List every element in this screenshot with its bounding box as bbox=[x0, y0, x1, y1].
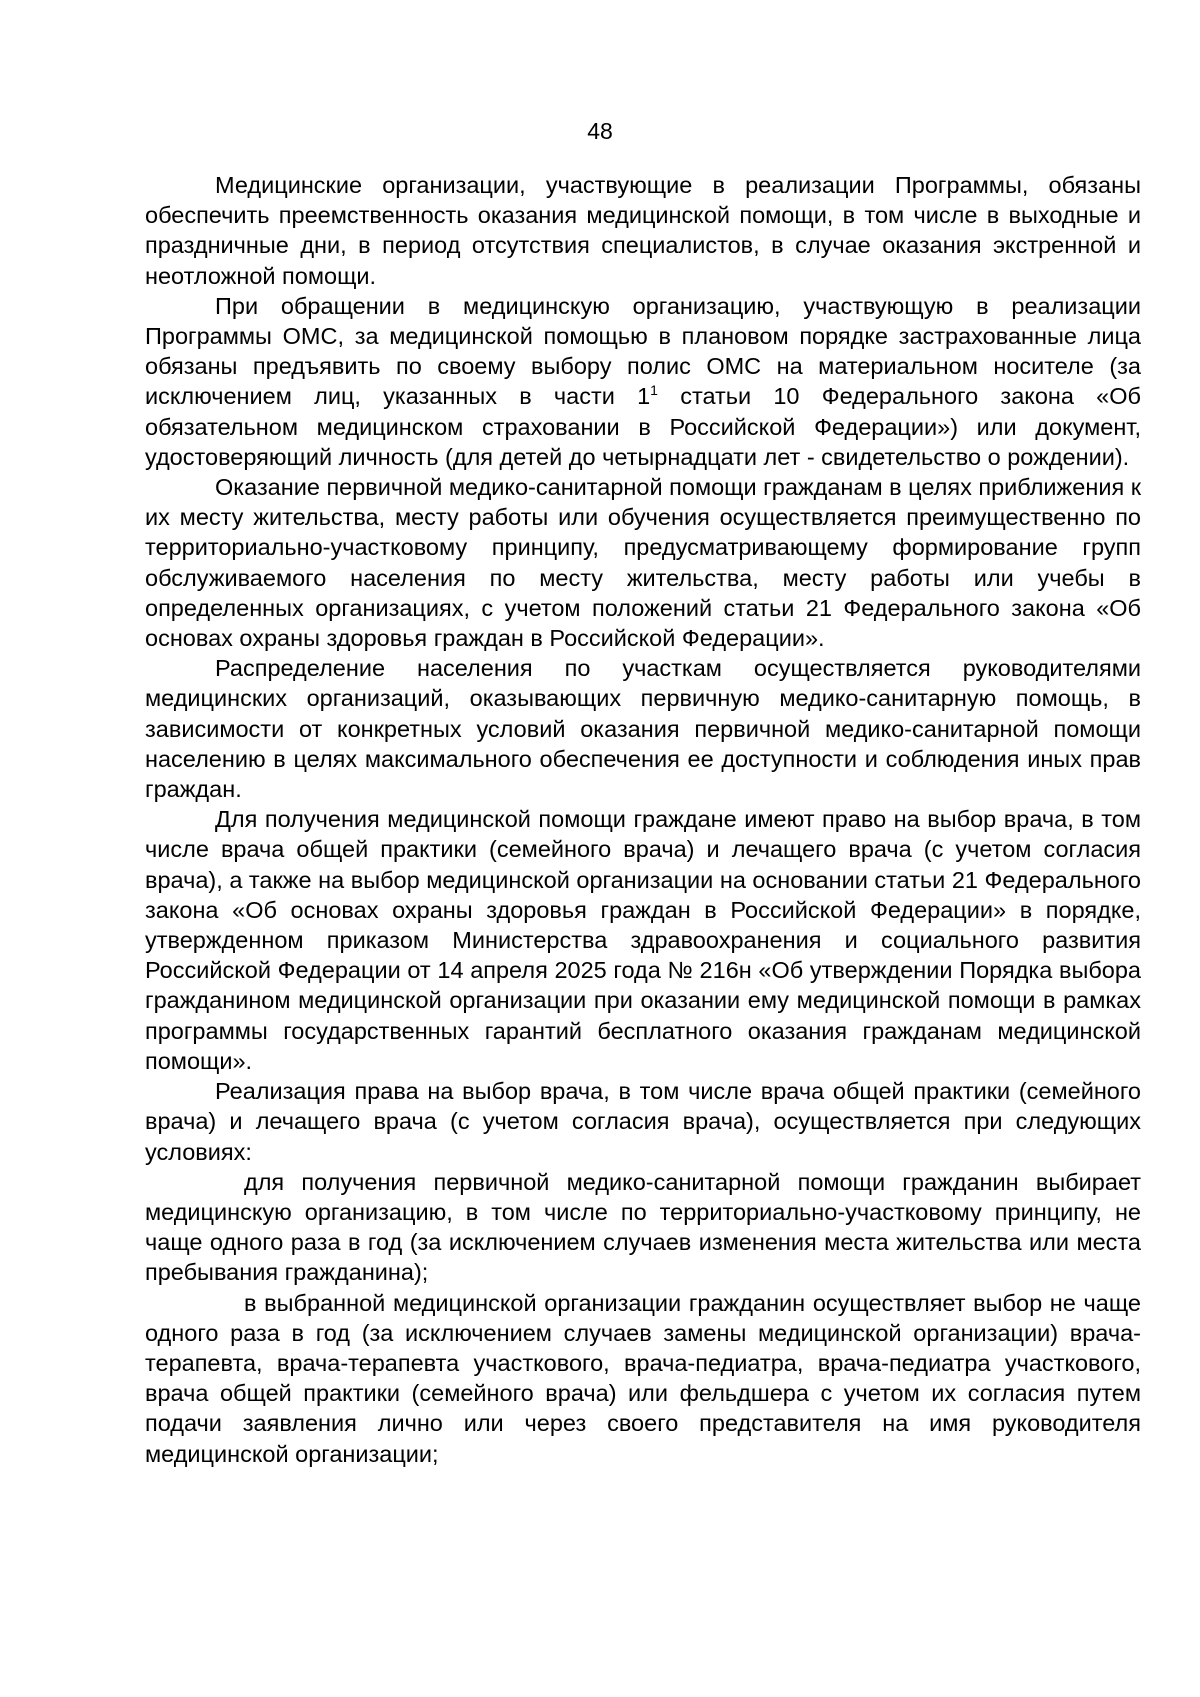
paragraph-primary-care-principle: Оказание первичной медико-санитарной помощи гражданам в целях приближения к их месту жительства, месту работы или обучения осуществляется преимущественно по территориально-участковому принципу, предусматривающему формирование групп обслуживаемого населения по месту жительства, месту работы или учебы в определенных организациях, с учетом положений статьи 21 Федерального закона «Об основах охраны здоровья граждан в Российской Федерации». bbox=[145, 474, 1141, 652]
paragraph-population-distribution: Распределение населения по участкам осуществляется руководителями медицинских организаций, оказывающих первичную медико-санитарную помощь, в зависимости от конкретных условий оказания первичной медико-санитарной помощи населению в целях максимального обеспечения ее доступности и соблюдения иных прав граждан. bbox=[145, 655, 1141, 803]
list-item-choose-doctor: в выбранной медицинской организации гражданин осуществляет выбор не чаще одного раза в год (за исключением случаев замены медицинской организации) врача-терапевта, врача-терапевта участкового, врача-педиатра, врача-педиатра участкового, врача общей практики (семейного врача) или фельдшера с учетом их согласия путем подачи заявления лично или через своего представителя на имя руководителя медицинской организации; bbox=[145, 1289, 1141, 1467]
paragraph-oms-policy-text-end: статьи 10 Федерального закона «Об обязательном медицинском страховании в Российской Федерации») или документ, удостоверяющий личность (для детей до четырнадцати лет - свидетельство о рождении). bbox=[145, 383, 1141, 470]
paragraph-choice-conditions: Реализация права на выбор врача, в том числе врача общей практики (семейного врача) и лечащего врача (с учетом согласия врача), осуществляется при следующих условиях: bbox=[145, 1078, 1141, 1165]
page-number: 48 bbox=[587, 118, 613, 144]
paragraph-oms-policy bbox=[145, 291, 1141, 472]
document-body bbox=[145, 170, 1141, 1469]
list-item-choose-organization: для получения первичной медико-санитарной помощи гражданин выбирает медицинскую организацию, в том числе по территориально-участковому принципу, не чаще одного раза в год (за исключением случаев изменения места жительства или места пребывания гражданина); bbox=[145, 1168, 1141, 1286]
superscript-part-number: 1 bbox=[650, 382, 658, 399]
paragraph-oms-policy-text-start: При обращении в медицинскую организацию, участвующую в реализации Программы ОМС, за медицинской помощью в плановом порядке застрахованные лица обязаны предъявить по своему выбору полис ОМС на материальном носителе (за исключением лиц, указанных в части 1 bbox=[145, 292, 1141, 410]
paragraph-continuity-of-care: Медицинские организации, участвующие в реализации Программы, обязаны обеспечить преемственность оказания медицинской помощи, в том числе в выходные и праздничные дни, в период отсутствия специалистов, в случае оказания экстренной и неотложной помощи. bbox=[145, 172, 1141, 289]
paragraph-choice-of-doctor: Для получения медицинской помощи граждане имеют право на выбор врача, в том числе врача общей практики (семейного врача) и лечащего врача (с учетом согласия врача), а также на выбор медицинской организации на основании статьи 21 Федерального закона «Об основах охраны здоровья граждан в Российской Федерации» в порядке, утвержденном приказом Министерства здравоохранения и социального развития Российской Федерации от 14 апреля 2025 года № 216н «Об утверждении Порядка выбора гражданином медицинской организации при оказании ему медицинской помощи в рамках программы государственных гарантий бесплатного оказания гражданам медицинской помощи». bbox=[145, 806, 1141, 1074]
